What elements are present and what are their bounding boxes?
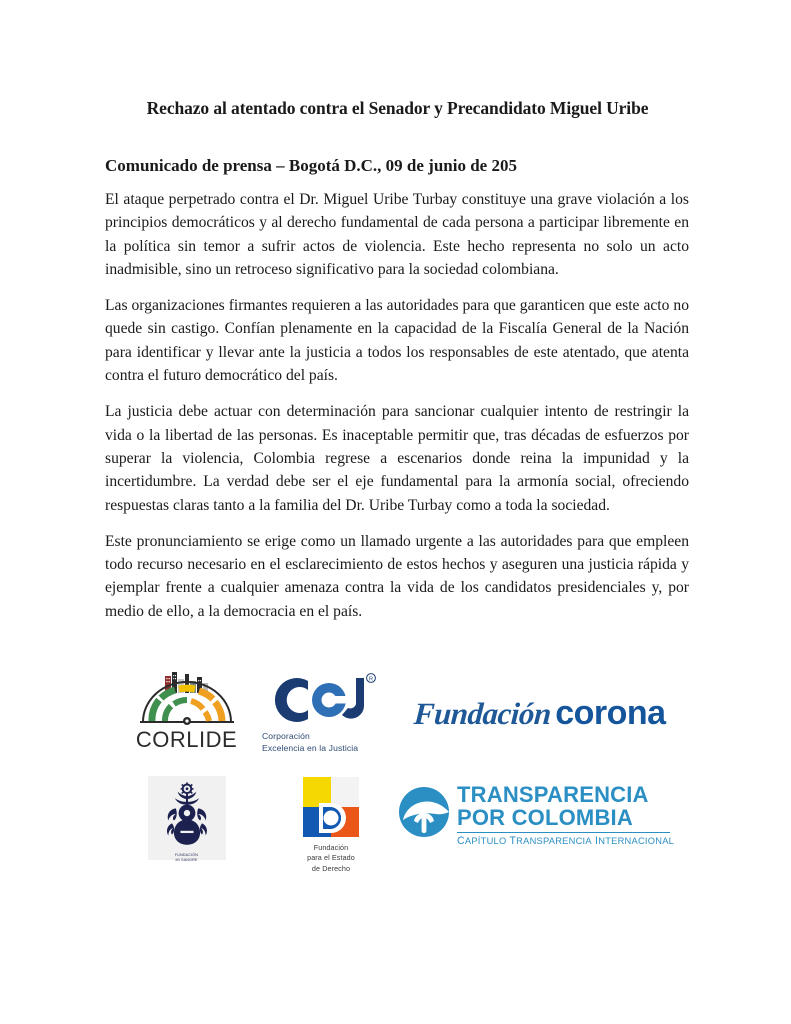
paragraph-4: Este pronunciamiento se erige como un llamado urgente a las autoridades para que empleen todo recurso necesario en el esclarecimiento de estos hechos y aseguren una justicia rápida y ejemplar frente a cualquier amenaza contra la vida de los candidatos presidenciales y, por medio de ello, a la democracia en el país. (105, 532, 689, 620)
logo-cej (250, 672, 390, 754)
cej-tagline (260, 731, 390, 754)
cej-monogram-icon (272, 672, 378, 728)
transparencia-divider (457, 832, 670, 833)
estado-derecho-line2: para el Estado (307, 853, 355, 863)
svg-text:R: R (368, 676, 374, 683)
logo-row-2 (105, 776, 690, 873)
globe-person-icon (398, 786, 450, 838)
cej-tagline-line2: Excelencia en la Justicia (262, 742, 359, 753)
logo-transparencia-por-colombia (390, 776, 690, 848)
four-quadrant-d-icon (301, 776, 361, 838)
page-title: Rechazo al atentado contra el Senador y Precandidato Miguel Uribe (146, 97, 649, 118)
logo-fundacion-estado-de-derecho (250, 776, 390, 874)
corlide-wordmark: CORLIDE (135, 727, 238, 752)
guitar-tree-flower-icon (159, 782, 215, 851)
logo-fundacion-mi-sangre (105, 776, 250, 863)
cej-tagline-line1: Corporación (262, 731, 310, 741)
press-release-subtitle: Comunicado de prensa – Bogotá D.C., 09 de junio de 205 (105, 156, 517, 175)
mi-sangre-tagline (175, 853, 198, 863)
transparencia-line1: TRANSPARENCIA (457, 782, 649, 807)
mi-sangre-tagline-line1: FUNDACIÓN (174, 853, 199, 857)
transparencia-sub-part-4: RANSPARENCIA (516, 836, 592, 847)
paragraph-3: La justicia debe actuar con determinación para sancionar cualquier intento de restringir la vida o la libertad de las personas. Es inaceptable permitir que, tras décadas de esfuerzos por superar la violencia, Colombia regrese a escenarios donde reina la impunidad y la incertidumbre. La verdad debe ser el eje fundamental para la armonía social, ofreciendo respuestas claras tanto a la familia del Dr. Uribe Turbay como a toda la sociedad. (105, 403, 689, 514)
paragraph-1: El ataque perpetrado contra el Dr. Miguel Uribe Turbay constituye una grave violación a los principios democráticos y al derecho fundamental de cada persona a participar libremente en la política sin temor a sufrir actos de violencia. Este hecho representa no solo un acto inadmisible, sino un retroceso significativo para la sociedad colombiana. (105, 191, 689, 278)
logo-fundacion-corona (390, 672, 690, 733)
estado-derecho-line3: de Derecho (311, 863, 351, 873)
estado-derecho-line1: Fundación (313, 843, 349, 852)
corona-bold-word: corona (555, 694, 666, 732)
document-body (105, 188, 689, 623)
mi-sangre-tagline-line2: MI SANGRE (175, 858, 198, 863)
transparencia-sub-part-1: C (457, 835, 465, 848)
estado-derecho-tagline (307, 843, 355, 874)
corlide-arc-buildings-icon (135, 672, 239, 728)
transparencia-sub-part-5: I (591, 835, 599, 848)
logo-corlide (105, 672, 250, 751)
transparencia-sub-part-6: NTERNACIONAL (598, 836, 675, 847)
transparencia-line2: POR COLOMBIA (457, 804, 633, 830)
transparencia-sub-part-3: T (506, 835, 517, 848)
transparencia-subtitle (457, 835, 674, 848)
signatory-logos (105, 672, 690, 873)
corona-script-word: Fundación (413, 696, 553, 731)
transparencia-sub-part-2: APÍTULO (464, 836, 507, 847)
paragraph-2: Las organizaciones firmantes requieren a las autoridades para que garanticen que este acto no quede sin castigo. Confían plenamente en la capacidad de la Fiscalía General de la Nación para identificar y llevar ante la justicia a todos los responsables de este atentado, que atenta contra el futuro democrático del país. (105, 297, 689, 385)
logo-row-1 (105, 672, 690, 772)
